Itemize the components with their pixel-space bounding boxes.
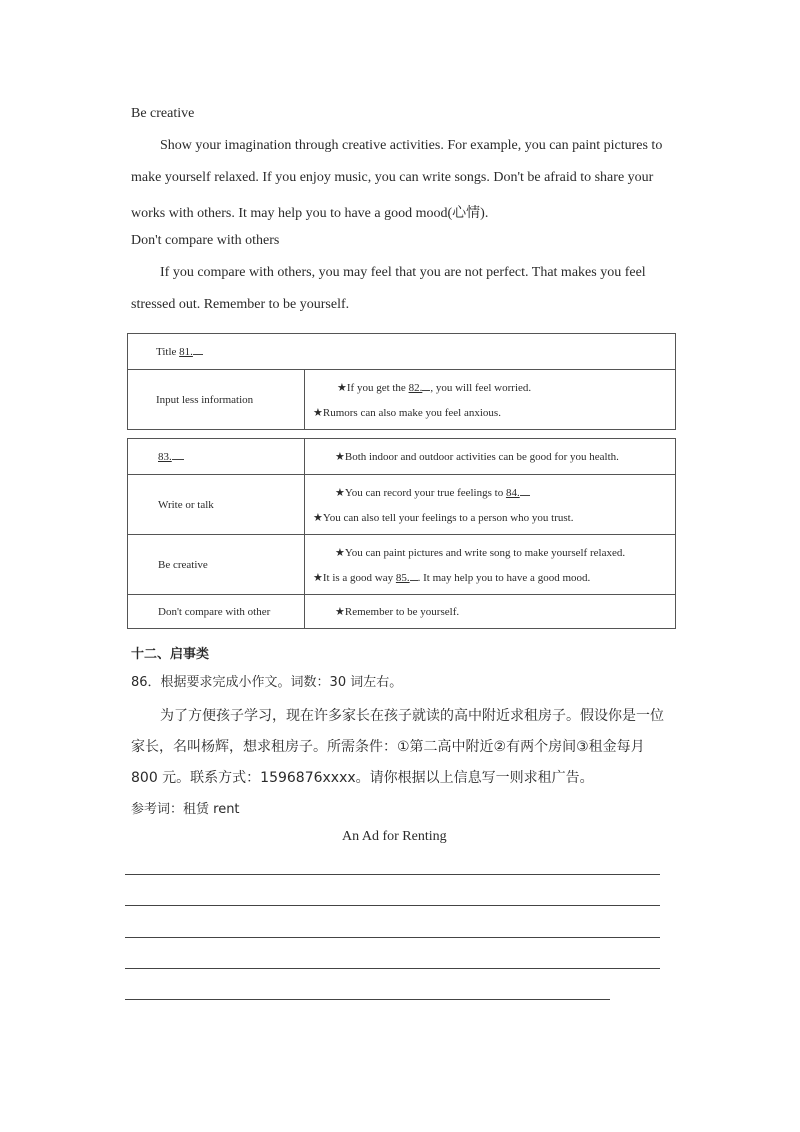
writing-line[interactable] <box>125 937 660 938</box>
content-line <box>305 571 675 584</box>
content-line: ★Rumors can also make you feel anxious. <box>313 406 501 419</box>
content-line <box>305 381 675 394</box>
writing-line[interactable] <box>125 905 660 906</box>
blank-82: 82. <box>408 381 423 394</box>
blank-84: 84. <box>505 486 520 499</box>
text: , you will feel worried. <box>430 381 532 394</box>
label-cell <box>128 475 305 535</box>
writing-line[interactable] <box>125 874 660 875</box>
row-label: Input less information <box>156 393 254 406</box>
prompt-line: 为了方便孩子学习，现在许多家长在孩子就读的高中附近求租房子。假设你是一位 <box>160 708 664 724</box>
paragraph-line: works with others. It may help you to have a good mood(心情). <box>131 206 489 221</box>
blank-85: 85. <box>395 571 410 584</box>
blank-83: 83. <box>158 450 172 463</box>
label-cell <box>128 595 305 629</box>
reference-words: 参考词：租赁 rent <box>131 802 240 817</box>
prompt-line: 800 元。联系方式：1596876xxxx。请你根据以上信息写一则求租广告。 <box>131 770 594 786</box>
text: . It may help you to have a good mood. <box>417 571 591 584</box>
text: ★If you get the <box>337 381 406 394</box>
label-cell <box>128 535 305 595</box>
content-line: ★Remember to be yourself. <box>335 606 460 618</box>
content-line: ★You can paint pictures and write song to make yourself relaxed. <box>335 546 626 559</box>
paragraph-line: make yourself relaxed. If you enjoy music, you can write songs. Don't be afraid to share your <box>131 170 654 185</box>
content-cell <box>305 439 676 475</box>
question-86: 86．根据要求完成小作文。词数：30 词左右。 <box>131 675 403 690</box>
content-line: ★You can also tell your feelings to a person who you trust. <box>313 511 574 524</box>
paragraph-line: Show your imagination through creative activities. For example, you can paint pictures to <box>160 138 663 153</box>
content-cell <box>305 370 676 430</box>
content-cell <box>305 535 676 595</box>
label-cell <box>128 370 305 430</box>
content-line: ★Both indoor and outdoor activities can be good for you health. <box>335 451 619 463</box>
label-cell <box>128 439 305 475</box>
row-label: Write or talk <box>158 498 214 511</box>
text: ★You can record your true feelings to <box>335 486 504 499</box>
title-label: Title <box>156 345 177 358</box>
summary-table-1 <box>127 333 676 430</box>
section-heading-12: 十二、启事类 <box>131 647 210 662</box>
writing-line[interactable] <box>125 968 660 969</box>
prompt-line: 家长，名叫杨辉，想求租房子。所需条件：①第二高中附近②有两个房间③租金每月 <box>131 739 645 755</box>
content-cell <box>305 595 676 629</box>
paragraph-line: stressed out. Remember to be yourself. <box>131 297 350 312</box>
summary-table-2 <box>127 438 676 629</box>
blank-81: 81. <box>179 345 193 358</box>
paragraph-line: If you compare with others, you may feel that you are not perfect. That makes you feel <box>160 265 646 280</box>
row-label: Be creative <box>158 558 208 571</box>
essay-title: An Ad for Renting <box>342 829 447 844</box>
content-cell <box>305 475 676 535</box>
content-line <box>305 486 675 499</box>
row-label: Don't compare with other <box>158 605 271 618</box>
title-cell <box>128 334 676 370</box>
section-heading-be-creative: Be creative <box>131 106 195 121</box>
text: ★It is a good way <box>313 571 394 584</box>
section-heading-compare: Don't compare with others <box>131 233 280 248</box>
writing-line[interactable] <box>125 999 610 1000</box>
